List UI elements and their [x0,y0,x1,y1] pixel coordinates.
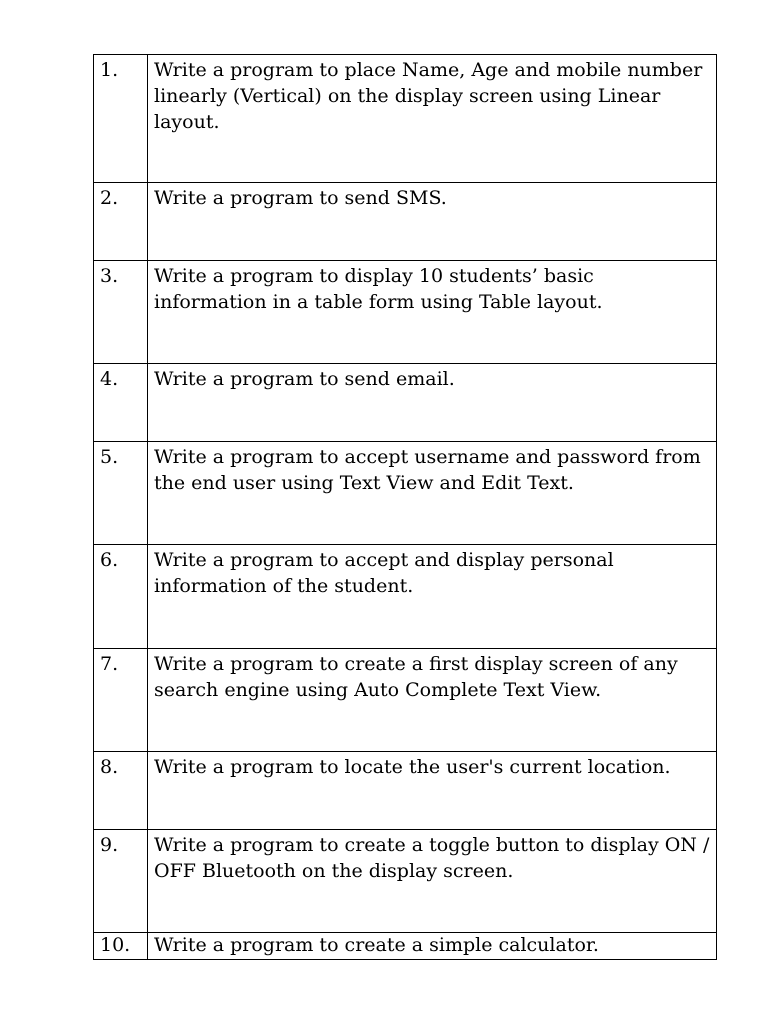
table-row [94,545,717,649]
table-row [94,830,717,933]
item-number: 6. [94,545,148,649]
table-row [94,649,717,752]
item-text: Write a program to create a toggle button to display ON / OFF Bluetooth on the display screen. [148,830,717,933]
item-number: 10. [94,933,148,960]
item-text: Write a program to send email. [148,364,717,442]
item-text: Write a program to place Name, Age and mobile number linearly (Vertical) on the display screen using Linear layout. [148,55,717,183]
table-row [94,933,717,960]
table-row [94,55,717,183]
item-number: 9. [94,830,148,933]
item-number: 1. [94,55,148,183]
item-number: 8. [94,752,148,830]
table-row [94,183,717,261]
item-number: 7. [94,649,148,752]
item-number: 5. [94,442,148,545]
item-number: 4. [94,364,148,442]
item-number: 3. [94,261,148,364]
item-text: Write a program to accept username and password from the end user using Text View and Edit Text. [148,442,717,545]
program-list-table [93,54,717,960]
item-text: Write a program to accept and display personal information of the student. [148,545,717,649]
item-text: Write a program to send SMS. [148,183,717,261]
item-text: Write a program to create a first display screen of any search engine using Auto Complete Text View. [148,649,717,752]
table-row [94,442,717,545]
table-row [94,364,717,442]
item-text: Write a program to locate the user's current location. [148,752,717,830]
table-row [94,261,717,364]
item-number: 2. [94,183,148,261]
item-text: Write a program to create a simple calculator. [148,933,717,960]
item-text: Write a program to display 10 students’ basic information in a table form using Table layout. [148,261,717,364]
table-row [94,752,717,830]
